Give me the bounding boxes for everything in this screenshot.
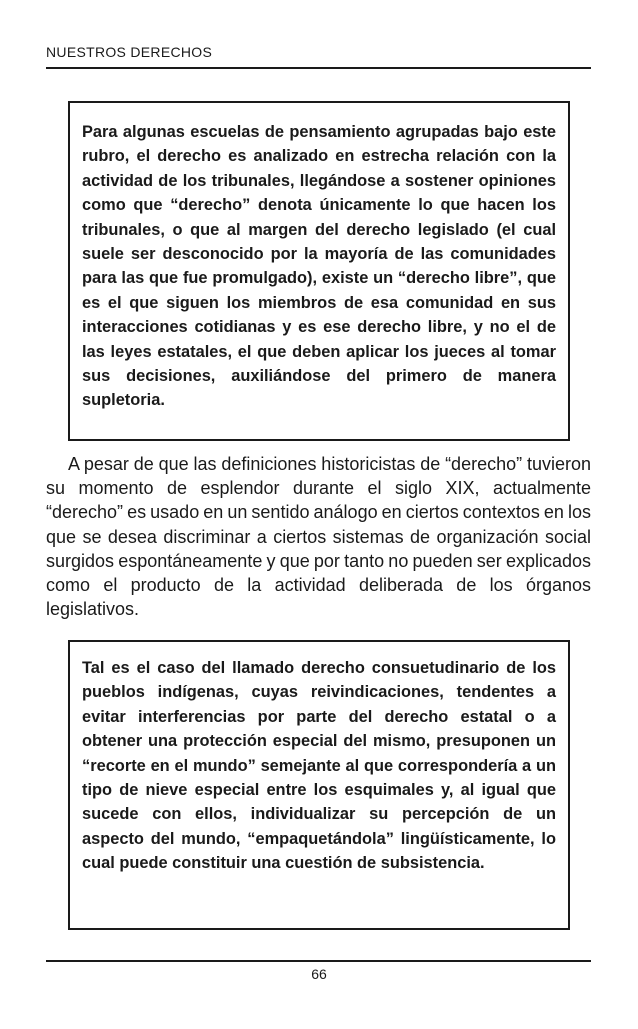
box-text-consuetudinario: Tal es el caso del llamado derecho consuetudinario de los pueblos indígenas, cuyas reivindicaciones, tendentes a evitar interferencias por parte del derecho estatal o a obtener una protección especial del mismo, presuponen un “recorte en el mundo” semejante al que correspondería a un tipo de nieve especial entre los esquimales y, al igual que sucede con ellos, individualizar su percepción de un aspecto del mundo, “empaquetándola” lingüísticamente, lo cual puede constituir una cuestión de subsistencia.	[82, 659, 556, 873]
highlight-box-consuetudinario	[68, 640, 570, 930]
running-header-title: NUESTROS DERECHOS	[46, 44, 213, 60]
footer-rule	[46, 960, 591, 962]
page-number: 66	[311, 966, 327, 982]
highlight-box-tribunales	[68, 101, 570, 441]
header-rule	[46, 67, 591, 69]
box-text-tribunales: Para algunas escuelas de pensamiento agrupadas bajo este rubro, el derecho es analizado en estrecha relación con la actividad de los tribunales, llegándose a sostener opiniones como que “derecho” denota únicamente lo que hacen los tribunales, o que al margen del derecho legislado (el cual suele ser desconocido por la mayoría de las comunidades para las que fue promulgado), existe un “derecho libre”, que es el que siguen los miembros de esa comunidad en sus interacciones cotidianas y es ese derecho libre, y no el de las leyes estatales, el que deben aplicar los jueces al tomar sus decisiones, auxiliándose del primero de manera supletoria.	[82, 123, 556, 410]
body-paragraph: A pesar de que las definiciones historicistas de “derecho” tuvieron su momento de esplendor durante el siglo XIX, actualmente “derecho” es usado en un sentido análogo en ciertos contextos en los que se desea discriminar a ciertos sistemas de organización social surgidos espontáneamente y que por tanto no pueden ser explicados como el producto de la actividad deliberada de los órganos legislativos.	[46, 454, 591, 620]
